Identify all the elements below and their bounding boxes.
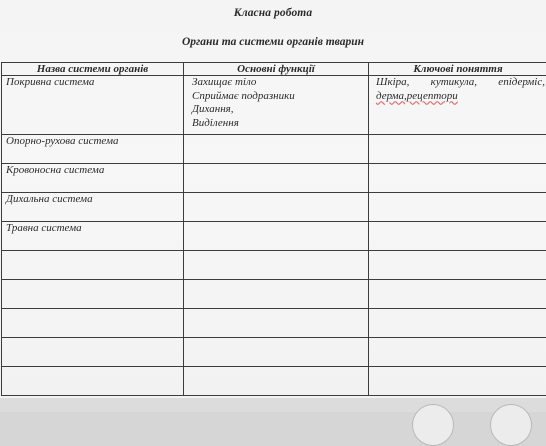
key-concepts-cell[interactable]	[369, 367, 546, 396]
functions-cell[interactable]	[184, 251, 369, 280]
functions-cell[interactable]	[184, 367, 369, 396]
function-item: Сприймає подразники	[186, 90, 366, 104]
page-subtitle: Органи та системи органів тварин	[0, 36, 546, 48]
table-row	[2, 367, 546, 396]
functions-cell[interactable]	[184, 309, 369, 338]
function-item: Захищає тіло	[186, 76, 366, 90]
round-button-right[interactable]	[490, 404, 532, 446]
table-row	[2, 280, 546, 309]
round-button-left[interactable]	[412, 404, 454, 446]
functions-cell[interactable]	[184, 135, 369, 164]
key-concepts-cell[interactable]	[369, 280, 546, 309]
function-item: Виділення	[186, 117, 366, 131]
table-row	[2, 338, 546, 367]
system-name-cell[interactable]	[2, 367, 184, 396]
key-concepts-cell[interactable]	[369, 164, 546, 193]
table-row	[2, 222, 546, 251]
key-concepts-cell[interactable]	[369, 76, 546, 135]
page-title: Класна робота	[0, 7, 546, 19]
functions-cell[interactable]	[184, 76, 369, 135]
system-name-cell[interactable]: Опорно-рухова система	[2, 135, 184, 164]
functions-cell[interactable]	[184, 280, 369, 309]
organ-systems-table	[1, 62, 546, 396]
key-concepts-cell[interactable]	[369, 338, 546, 367]
key-concepts-cell[interactable]	[369, 222, 546, 251]
table-row	[2, 251, 546, 280]
table-row	[2, 135, 546, 164]
key-concepts-cell[interactable]	[369, 135, 546, 164]
header-main-functions: Основні функції	[184, 63, 369, 76]
functions-cell[interactable]	[184, 222, 369, 251]
system-name-cell[interactable]: Дихальна система	[2, 193, 184, 222]
table-row	[2, 164, 546, 193]
system-name-cell[interactable]: Покривна система	[2, 76, 184, 135]
table-row	[2, 309, 546, 338]
table-row	[2, 193, 546, 222]
system-name-cell[interactable]	[2, 251, 184, 280]
bottom-toolbar-strip	[0, 398, 546, 412]
system-name-cell[interactable]: Травна система	[2, 222, 184, 251]
key-concepts-cell[interactable]	[369, 309, 546, 338]
system-name-cell[interactable]: Кровоносна система	[2, 164, 184, 193]
system-name-cell[interactable]	[2, 280, 184, 309]
table-header-row	[2, 63, 546, 76]
functions-cell[interactable]	[184, 164, 369, 193]
header-key-concepts: Ключові поняття	[369, 63, 546, 76]
key-concepts-cell[interactable]	[369, 193, 546, 222]
functions-cell[interactable]	[184, 193, 369, 222]
key-concepts-line: дерма,рецептори	[371, 90, 545, 104]
table-row	[2, 76, 546, 135]
system-name-cell[interactable]	[2, 338, 184, 367]
function-item: Дихання,	[186, 103, 366, 117]
functions-cell[interactable]	[184, 338, 369, 367]
key-concepts-cell[interactable]	[369, 251, 546, 280]
key-concepts-line: Шкіра, кутикула, епідерміс,	[371, 76, 545, 90]
header-system-name: Назва системи органів	[2, 63, 184, 76]
system-name-cell[interactable]	[2, 309, 184, 338]
